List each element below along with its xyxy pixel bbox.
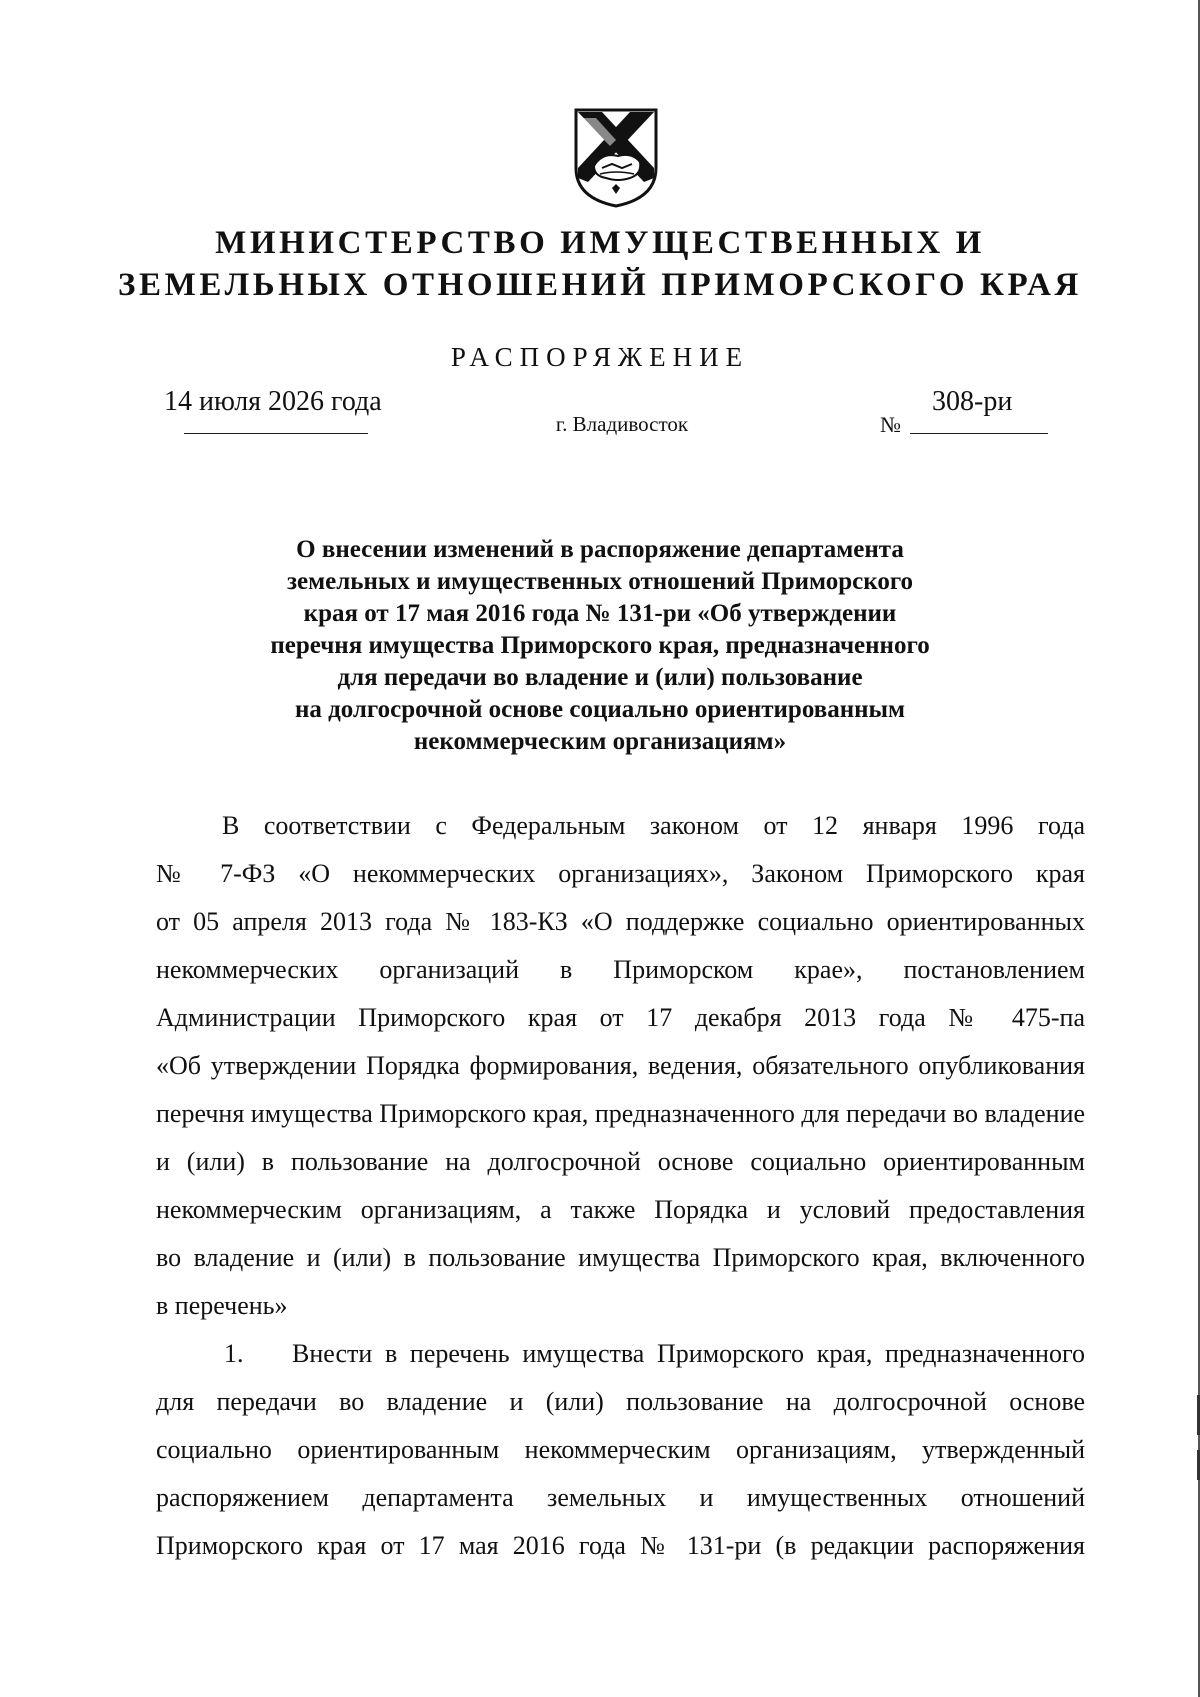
preamble-line: некоммерческим организациям, а также Порядка и условий предоставления [156,1195,1085,1224]
heading-line: некоммерческим организациям» [413,728,787,755]
ministry-name-line-2: ЗЕМЕЛЬНЫХ ОТНОШЕНИЙ ПРИМОРСКОГО КРАЯ [118,267,1082,303]
preamble-line: от 05 апреля 2013 года № 183-КЗ «О поддержке социально ориентированных [156,907,1085,936]
heading-line: для передачи во владение и (или) пользование [337,664,863,691]
number-underline [910,433,1048,434]
date-underline [184,433,368,434]
item-1-line: распоряжением департамента земельных и имущественных отношений [156,1483,1085,1512]
preamble-line: во владение и (или) в пользование имущества Приморского края, включенного [156,1243,1085,1272]
ministry-name-line-1: МИНИСТЕРСТВО ИМУЩЕСТВЕННЫХ И [215,225,985,261]
document-heading [220,534,980,758]
heading-line: на долгосрочной основе социально ориентированным [294,696,906,723]
preamble-line: перечня имущества Приморского края, предназначенного для передачи во владение [156,1099,1086,1128]
heading-line: перечня имущества Приморского края, предназначенного [270,632,930,659]
preamble-line: некоммерческих организаций в Приморском крае», постановлением [156,955,1085,984]
document-type-title: РАСПОРЯЖЕНИЕ [450,342,750,372]
heading-line: О внесении изменений в распоряжение департамента [296,536,904,563]
coat-of-arms-emblem [572,108,660,208]
preamble-line: В соответствии с Федеральным законом от 12 января 1996 года [222,811,1085,840]
item-1-line: Приморского края от 17 мая 2016 года № 131-ри (в редакции распоряжения [156,1531,1085,1560]
preamble-line: в перечень» [156,1291,288,1320]
number-sign: № [880,412,901,437]
heading-line: земельных и имущественных отношений Приморского [286,568,914,595]
item-1-line: Внести в перечень имущества Приморского края, предназначенного [292,1339,1085,1368]
preamble-line: «Об утверждении Порядка формирования, ведения, обязательного опубликования [156,1051,1085,1080]
item-1-number: 1. [224,1339,244,1368]
preamble-line: и (или) в пользование на долгосрочной основе социально ориентированным [156,1147,1085,1176]
item-1-line: социально ориентированным некоммерческим организациям, утвержденный [156,1435,1085,1464]
document-date: 14 июля 2026 года [164,386,382,417]
document-number: 308-ри [932,386,1013,417]
preamble-line: № 7-ФЗ «О некоммерческих организациях», Законом Приморского края [156,859,1085,888]
item-1-line: для передачи во владение и (или) пользование на долгосрочной основе [156,1387,1085,1416]
document-city: г. Владивосток [555,412,689,436]
preamble-line: Администрации Приморского края от 17 декабря 2013 года № 475-па [156,1003,1085,1032]
heading-line: края от 17 мая 2016 года № 131-ри «Об утверждении [303,600,897,627]
